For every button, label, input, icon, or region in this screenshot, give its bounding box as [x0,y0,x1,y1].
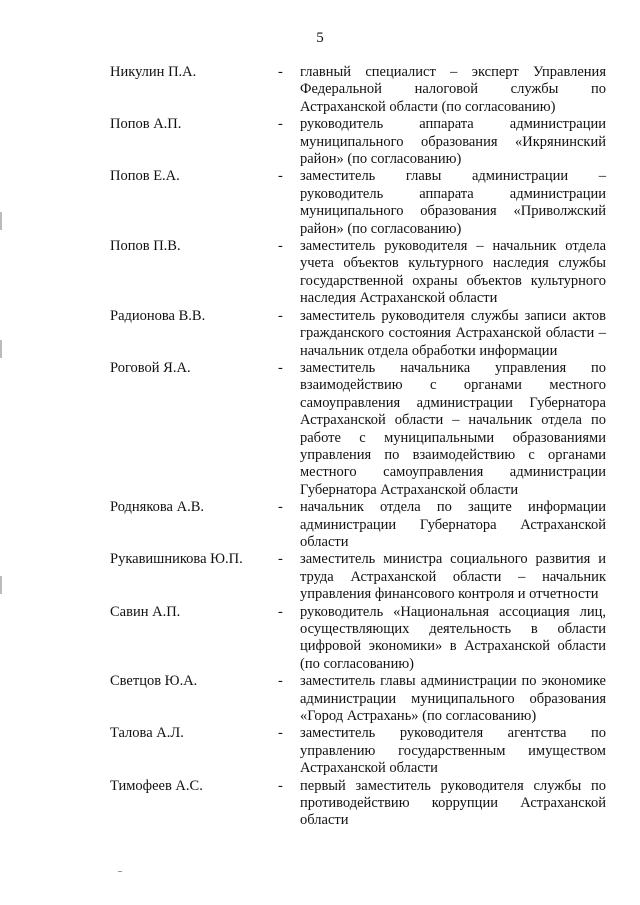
scan-margin-mark [0,212,2,230]
list-item [110,168,610,238]
separator-dash: - [278,725,283,742]
member-name: Талова А.Л. [110,725,184,742]
member-position: руководитель аппарата администрации муниципального образования «Икрянинский район» (по согласованию) [300,116,606,168]
member-name: Попов П.В. [110,238,181,255]
member-position: заместитель министра социального развития и труда Астраханской области – начальник управления финансового контроля и отчетности [300,551,606,603]
member-position: начальник отдела по защите информации администрации Губернатора Астраханской области [300,499,606,550]
list-item [110,116,610,168]
separator-dash: - [278,116,283,133]
member-name: Попов Е.А. [110,168,180,185]
list-item [110,778,610,830]
member-name: Никулин П.А. [110,64,197,80]
member-position: заместитель руководителя – начальник отдела учета объектов культурного наследия службы государственной охраны объектов культурного наследия Астраханской области [300,238,606,307]
separator-dash: - [278,359,283,376]
member-name: Тимофеев А.С. [110,777,203,794]
member-position: заместитель начальника управления по взаимодействию с органами местного самоуправления администрации Губернатора Астраханской области – начальник отдела по работе с муниципальными образованиями управления по взаимодействию с органами местного самоуправления администрации Губернатора Астраханской области [300,359,606,498]
member-position: руководитель «Национальная ассоциация лиц, осуществляющих деятельность в области цифровой экономики» в Астраханской области (по согласованию) [300,603,606,672]
member-position: заместитель главы администрации – руководитель аппарата администрации муниципального образования «Приволжский район» (по согласованию) [300,168,606,237]
member-name: Радионова В.В. [110,307,206,324]
list-item [110,673,610,725]
list-item [110,238,610,308]
separator-dash: - [278,499,283,516]
scan-margin-mark [0,576,2,594]
separator-dash: - [278,673,283,690]
list-item [110,604,610,674]
member-name: Светцов Ю.А. [110,673,198,690]
separator-dash: - [278,168,283,185]
list-item [110,360,610,499]
separator-dash: - [278,777,283,794]
member-list [110,64,610,830]
list-item [110,551,610,603]
separator-dash: - [278,603,283,620]
list-item [110,499,610,551]
member-name: Рукавишникова Ю.П. [110,551,243,568]
page-number: 5 [316,30,324,46]
list-item [110,64,610,116]
member-name: Попов А.П. [110,116,182,133]
scan-margin-mark [0,340,2,358]
list-item [110,308,610,360]
separator-dash: - [278,307,283,324]
scan-artifact [118,871,122,872]
member-position: заместитель руководителя службы записи актов гражданского состояния Астраханской области – начальник отдела обработки информации [300,307,606,359]
member-position: главный специалист – эксперт Управления Федеральной налоговой службы по Астраханской области (по согласованию) [300,64,606,115]
list-item [110,725,610,777]
member-position: первый заместитель руководителя службы по противодействию коррупции Астраханской области [300,777,606,829]
member-position: заместитель руководителя агентства по управлению государственным имуществом Астраханской области [300,725,606,777]
member-position: заместитель главы администрации по экономике администрации муниципального образования «Город Астрахань» (по согласованию) [300,673,606,725]
member-name: Роднякова А.В. [110,499,205,516]
member-name: Савин А.П. [110,603,181,620]
member-name: Роговой Я.А. [110,359,191,376]
separator-dash: - [278,64,283,80]
separator-dash: - [278,238,283,255]
separator-dash: - [278,551,283,568]
